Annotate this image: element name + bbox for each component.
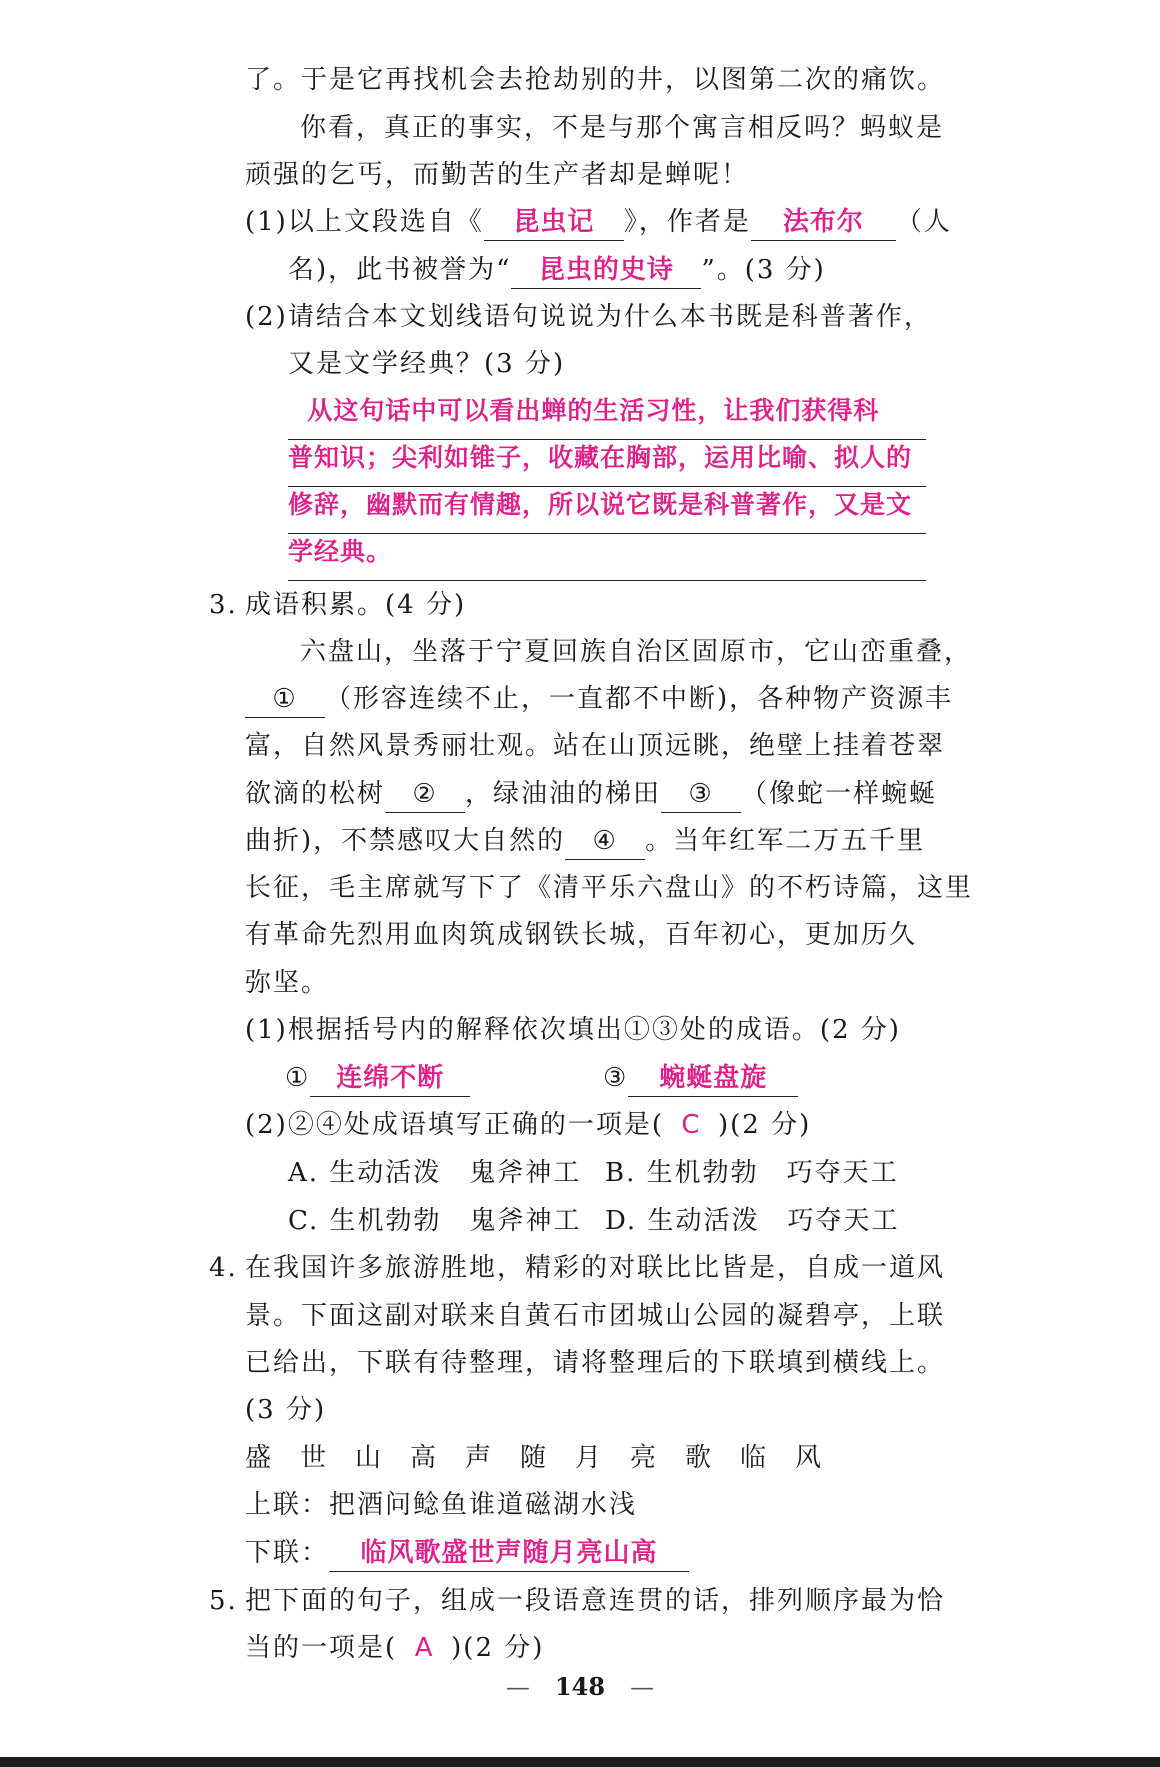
text-line: 景。下面这副对联来自黄石市团城山公园的凝碧亭，上联 — [245, 1301, 946, 1331]
text-span: （形容连续不止，一直都不中断)，各种物产资源丰 — [325, 684, 954, 714]
answer-blank — [310, 1060, 470, 1097]
q5-line1 — [209, 1583, 945, 1619]
text-line: (3 分) — [245, 1395, 327, 1425]
q3-title-line — [209, 587, 466, 623]
page-number-value: 148 — [554, 1672, 606, 1701]
scrambled-chars — [245, 1440, 850, 1476]
q3-sub2-suffix: )(2 分) — [717, 1110, 812, 1140]
char: 高 — [410, 1443, 437, 1473]
bottom-bar — [0, 1757, 1160, 1767]
text-span: 。当年红军二万五千里 — [645, 826, 926, 856]
option-c: C. 生机勃勃 鬼斧神工 — [288, 1206, 582, 1236]
answer-idiom-1: 连绵不断 — [336, 1063, 445, 1093]
answer-line: 普知识；尖利如锥子，收藏在胸部，运用比喻、拟人的 — [288, 440, 926, 487]
question-number: 3. — [209, 590, 238, 620]
page-dash: — — [630, 1673, 655, 1701]
blank-marker: ① — [285, 1063, 311, 1093]
text-line: 有革命先烈用血肉筑成钢铁长城，百年初心，更加历久 — [245, 920, 918, 950]
text-line: 顽强的乞丐，而勤苦的生产者却是蝉呢！ — [245, 160, 750, 190]
char: 随 — [520, 1443, 547, 1473]
blank-marker: ② — [412, 779, 438, 809]
q2-sub1-line1 — [245, 204, 952, 241]
q3-sub2-prefix: (2)②④处成语填写正确的一项是( — [245, 1110, 664, 1140]
lower-couplet — [245, 1535, 689, 1572]
blank-marker: ③ — [603, 1063, 629, 1093]
text-line: 富，自然风景秀丽壮观。站在山顶远眺，绝壁上挂着苍翠 — [245, 731, 946, 761]
text-line: 弥坚。 — [245, 968, 330, 998]
option-a: A. 生动活泼 鬼斧神工 — [288, 1158, 582, 1188]
answer-choice: C — [681, 1110, 701, 1140]
text-span: 在我国许多旅游胜地，精彩的对联比比皆是，自成一道风 — [245, 1253, 946, 1283]
q3-sub2 — [245, 1107, 811, 1143]
q2-sub1-line2-suffix: ”。(3 分) — [701, 255, 826, 285]
text-line: 已给出，下联有待整理，请将整理后的下联填到横线上。 — [245, 1348, 946, 1378]
blank-marker: ④ — [592, 826, 618, 856]
text-span: 欲滴的松树 — [245, 779, 386, 809]
q2-sub2-answer — [288, 393, 926, 581]
q3-sub1-answer-1 — [285, 1060, 470, 1097]
page-number — [0, 1672, 1160, 1701]
text-span: 曲折)，不禁感叹大自然的 — [245, 826, 566, 856]
q2-sub1-line2 — [288, 252, 826, 289]
char: 声 — [465, 1443, 492, 1473]
q4-line1 — [209, 1250, 945, 1286]
blank-4 — [565, 823, 645, 860]
answer-couplet: 临风歌盛世声随月亮山高 — [360, 1538, 658, 1568]
text-line — [245, 823, 925, 860]
question-number: 5. — [209, 1586, 238, 1616]
text-span: 把下面的句子，组成一段语意连贯的话，排列顺序最为恰 — [245, 1586, 946, 1616]
char: 临 — [740, 1443, 767, 1473]
q3-title: 成语积累。(4 分) — [245, 590, 467, 620]
char: 月 — [575, 1443, 602, 1473]
text-span: （像蛇一样蜿蜒 — [741, 779, 938, 809]
answer-line: 修辞，幽默而有情趣，所以说它既是科普著作，又是文 — [288, 487, 926, 534]
option-row — [288, 1155, 899, 1191]
option-d: D. 生动活泼 巧夺天工 — [605, 1206, 900, 1236]
page-dash: — — [505, 1673, 530, 1701]
char: 歌 — [685, 1443, 712, 1473]
text-line: 了。于是它再找机会去抢劫别的井，以图第二次的痛饮。 — [245, 65, 946, 95]
blank-marker: ③ — [688, 779, 714, 809]
char: 盛 — [245, 1443, 272, 1473]
text-line: 六盘山，坐落于宁夏回族自治区固原市，它山峦重叠， — [300, 637, 973, 667]
question-number: 4. — [209, 1253, 238, 1283]
answer-author: 法布尔 — [782, 207, 864, 237]
blank-1 — [245, 681, 325, 718]
q2-sub1-mid: 》，作者是 — [623, 207, 751, 237]
option-b: B. 生机勃勃 巧夺天工 — [605, 1158, 899, 1188]
answer-blank-title — [511, 252, 701, 289]
text-line — [245, 776, 937, 813]
answer-blank-author — [751, 204, 896, 241]
q2-sub1-prefix: (1)以上文段选自《 — [245, 207, 484, 237]
q3-sub1: (1)根据括号内的解释依次填出①③处的成语。(2 分) — [245, 1015, 901, 1045]
text-line: 长征，毛主席就写下了《清平乐六盘山》的不朽诗篇，这里 — [245, 873, 974, 903]
char: 亮 — [630, 1443, 657, 1473]
text-line — [245, 681, 953, 718]
q2-sub1-line2-prefix: 名)，此书被誉为“ — [288, 255, 512, 285]
blank-2 — [385, 776, 465, 813]
char: 风 — [795, 1443, 822, 1473]
answer-choice: A — [414, 1633, 434, 1663]
answer-blank — [628, 1060, 798, 1097]
answer-idiom-3: 蜿蜒盘旋 — [659, 1063, 768, 1093]
option-row — [288, 1203, 899, 1239]
char: 山 — [355, 1443, 382, 1473]
lower-couplet-prefix: 下联： — [245, 1538, 330, 1568]
q5-prefix: 当的一项是( — [245, 1633, 398, 1663]
char: 世 — [300, 1443, 327, 1473]
blank-marker: ① — [272, 684, 298, 714]
answer-line: 从这句话中可以看出蝉的生活习性，让我们获得科 — [288, 393, 926, 440]
q3-sub1-answer-3 — [603, 1060, 798, 1097]
answer-line: 学经典。 — [288, 534, 926, 581]
q2-sub2-line2: 又是文学经典？(3 分) — [288, 349, 566, 379]
text-line: 你看，真正的事实，不是与那个寓言相反吗？蚂蚁是 — [300, 113, 945, 143]
blank-3 — [661, 776, 741, 813]
q2-sub1-end: （人 — [895, 207, 952, 237]
text-span: ，绿油油的梯田 — [465, 779, 662, 809]
upper-couplet: 上联：把酒问鲶鱼谁道磁湖水浅 — [245, 1490, 638, 1520]
q5-suffix: )(2 分) — [451, 1633, 545, 1663]
answer-blank — [329, 1535, 689, 1572]
answer-blank-book — [484, 204, 624, 241]
q2-sub2-line1: (2)请结合本文划线语句说说为什么本书既是科普著作， — [245, 302, 932, 332]
answer-title: 昆虫的史诗 — [538, 255, 674, 285]
answer-book: 昆虫记 — [513, 207, 595, 237]
q5-line2 — [245, 1630, 544, 1666]
